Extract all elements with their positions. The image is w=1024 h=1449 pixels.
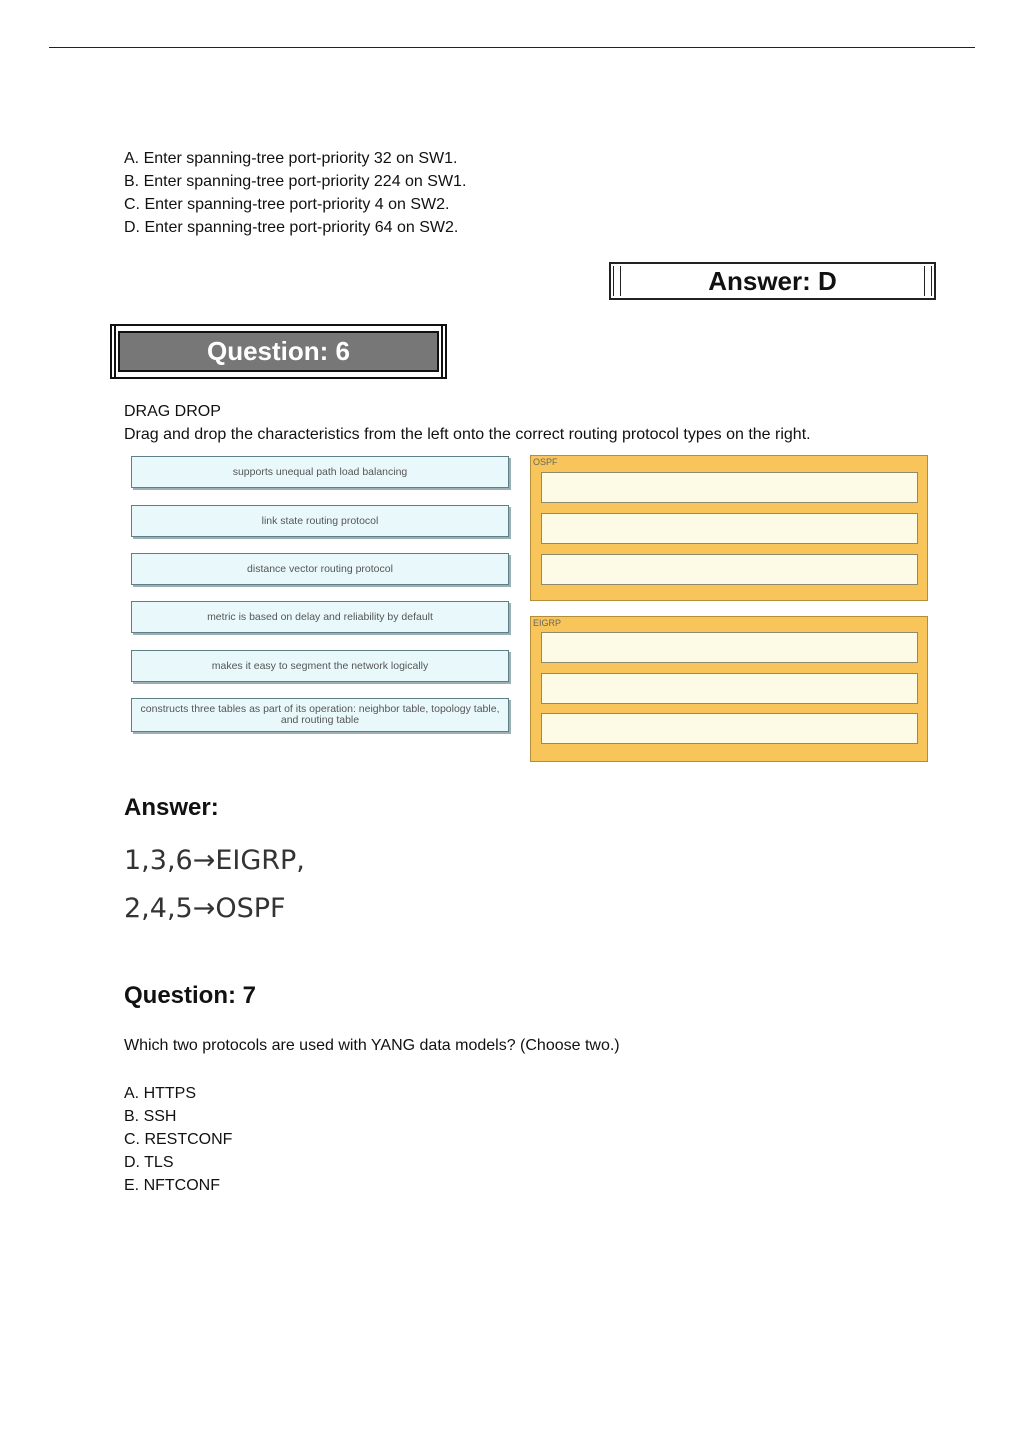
q5-option-a: A. Enter spanning-tree port-priority 32 on SW1.	[124, 150, 458, 167]
drag-item[interactable]	[131, 601, 509, 633]
q5-option-c: C. Enter spanning-tree port-priority 4 on SW2.	[124, 196, 450, 213]
q5-option-d: D. Enter spanning-tree port-priority 64 on SW2.	[124, 219, 459, 236]
drop-slot[interactable]	[541, 632, 918, 663]
q7-option-d: D. TLS	[124, 1154, 174, 1171]
drop-slot[interactable]	[541, 472, 918, 503]
drop-slot[interactable]	[541, 513, 918, 544]
q7-option-c: C. RESTCONF	[124, 1131, 233, 1148]
header-rule	[49, 47, 975, 48]
q7-option-b: B. SSH	[124, 1108, 177, 1125]
drag-item[interactable]	[131, 456, 509, 488]
target-label-eigrp: EIGRP	[533, 618, 562, 628]
drag-item-label: makes it easy to segment the network logically	[211, 659, 429, 672]
drop-slot[interactable]	[541, 673, 918, 704]
q6-answer-line-1: 1,3,6→EIGRP,	[124, 845, 305, 876]
q6-title: Question: 6	[206, 336, 350, 366]
drag-item-label: constructs three tables as part of its operation: neighbor table, topology table, and routing table	[140, 703, 500, 726]
drag-item[interactable]	[131, 505, 509, 537]
q6-answer-label: Answer:	[124, 794, 219, 821]
drop-slot[interactable]	[541, 554, 918, 585]
drag-item-label: link state routing protocol	[261, 514, 379, 527]
drag-item[interactable]	[131, 698, 509, 732]
drop-slot[interactable]	[541, 713, 918, 744]
q7-options	[124, 1082, 232, 1197]
q5-option-b: B. Enter spanning-tree port-priority 224 on SW1.	[124, 173, 467, 190]
target-panel-ospf	[530, 455, 928, 601]
q7-title: Question: 7	[124, 982, 257, 1009]
q7-question: Which two protocols are used with YANG data models? (Choose two.)	[124, 1037, 620, 1054]
drag-item-label: distance vector routing protocol	[247, 562, 393, 575]
drag-item[interactable]	[131, 650, 509, 682]
q5-options	[124, 147, 466, 239]
q6-banner	[110, 324, 447, 379]
q7-option-a: A. HTTPS	[124, 1085, 197, 1102]
target-label-ospf: OSPF	[533, 457, 558, 467]
q6-instruction: Drag and drop the characteristics from the left onto the correct routing protocol types on the right.	[124, 426, 811, 443]
q6-type: DRAG DROP	[124, 403, 221, 420]
drag-item[interactable]	[131, 553, 509, 585]
q7-option-e: E. NFTCONF	[124, 1177, 220, 1194]
drag-item-label: supports unequal path load balancing	[232, 465, 408, 478]
q5-answer-box	[609, 262, 936, 300]
drag-drop-area	[128, 453, 930, 765]
drag-item-label: metric is based on delay and reliability by default	[207, 610, 433, 623]
q5-answer: Answer: D	[708, 265, 837, 296]
q6-answer-line-2: 2,4,5→OSPF	[124, 893, 286, 924]
target-panel-eigrp	[530, 616, 928, 762]
